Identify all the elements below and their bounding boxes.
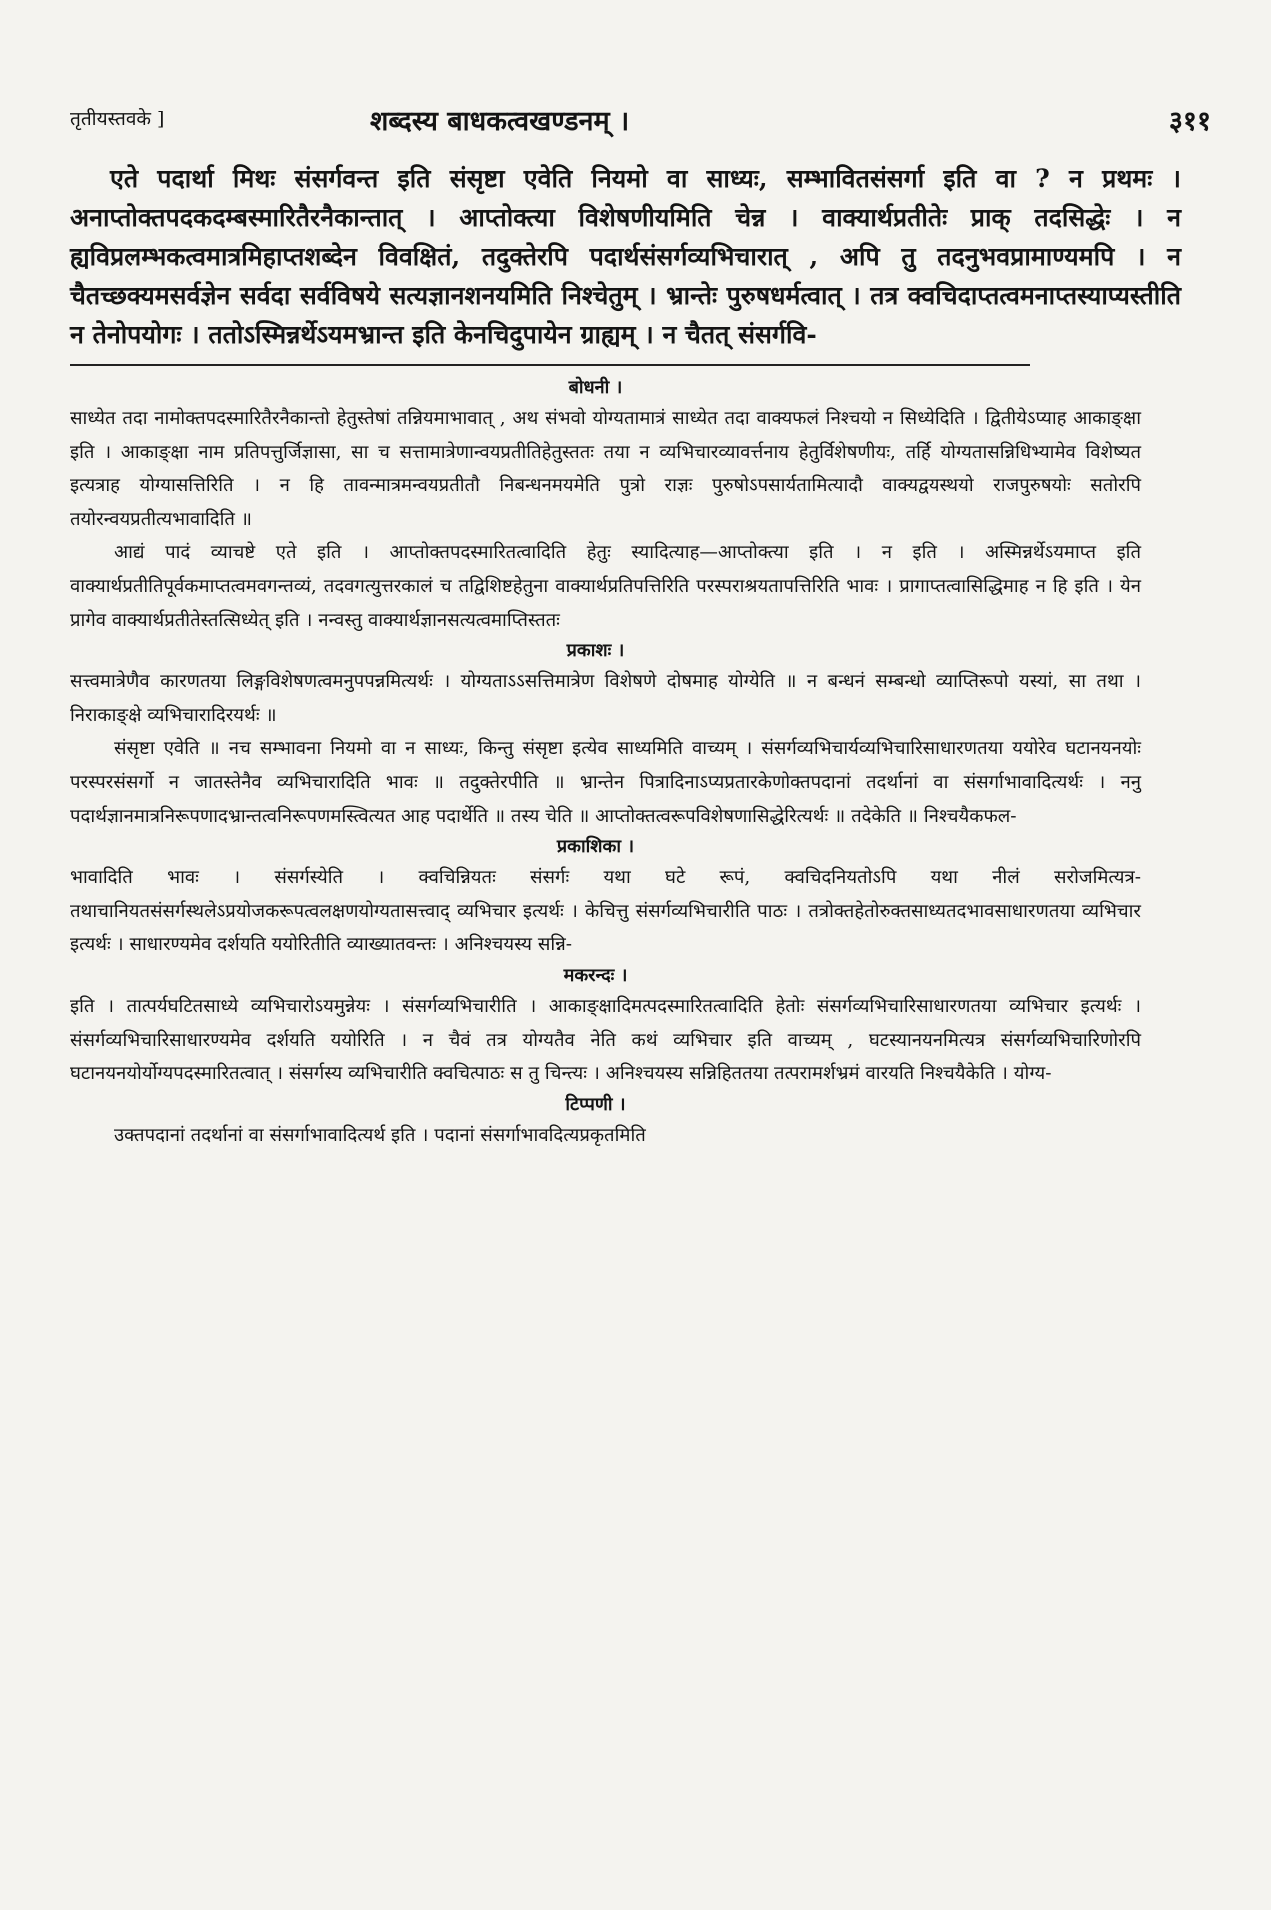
commentary-paragraph: उक्तपदानां तदर्थानां वा संसर्गाभावादित्यर्थ इति । पदानां संसर्गाभावदित्यप्रकृतमिति — [114, 1124, 646, 1146]
chapter-label: तृतीयस्तवके ] — [70, 108, 165, 130]
main-text: एते पदार्था मिथः संसर्गवन्त इति संसृष्टा एवेति नियमो वा साध्यः, सम्भावितसंसर्गा इति वा ? न प्रथमः । अनाप्तोक्तपदकदम्बस्मारितैरनैकान्तात् । आप्तोक्त्या विशेषणीयमिति चेन्न । वाक्यार्थप्रतीतेः प्राक् तदसिद्धेः । न ह्यविप्रलम्भकत्वमात्रमिहाप्तशब्देन विवक्षितं, तदुक्तेरपि पदार्थसंसर्गव्यभिचारात् , अपि तु तदनुभवप्रामाण्यमपि । न चैतच्छक्यमसर्वज्ञेन सर्वदा सर्वविषये सत्यज्ञानशनयमिति निश्चेतुम् । भ्रान्तेः पुरुषधर्मत्वात् । तत्र क्वचिदाप्तत्वमनाप्तस्याप्यस्तीति न तेनोपयोगः । ततोऽस्मिन्नर्थेऽयमभ्रान्त इति केनचिदुपायेन ग्राह्यम् । न चैतत् संसर्गवि- — [70, 164, 1181, 349]
commentary-tippani — [70, 1091, 1211, 1153]
commentary-paragraph: इति । तात्पर्यघटितसाध्ये व्यभिचारोऽयमुन्नेयः । संसर्गव्यभिचारीति । आकाङ्क्षादिमत्पदस्मारितत्वादिति हेतोः संसर्गव्यभिचारिसाधारणतया व्यभिचार इत्यर्थः । संसर्गव्यभिचारिसाधारण्यमेव दर्शयति ययोरिति । न चैवं तत्र योग्यतैव नेति कथं व्यभिचार इति वाच्यम् , घटस्यानयनमित्यत्र संसर्गव्यभिचारिणोरपि घटानयनयोर्योग्यपदस्मारितत्वात् । संसर्गस्य व्यभिचारीति क्वचित्पाठः स तु चिन्त्यः । अनिश्चयस्य सन्निहिततया तत्परामर्शभ्रमं वारयति निश्चयैकेति । योग्य- — [70, 995, 1141, 1085]
section-title: टिप्पणी । — [565, 1093, 626, 1115]
commentary-paragraph: संसृष्टा एवेति ॥ नच सम्भावना नियमो वा न साध्यः, किन्तु संसृष्टा इत्येव साध्यमिति वाच्यम् । संसर्गव्यभिचार्यव्यभिचारिसाधारणतया ययोरेव घटानयनयोः परस्परसंसर्गो न जातस्तेनैव व्यभिचारादिति भावः ॥ तदुक्तेरपीति ॥ भ्रान्तेन पित्रादिनाऽप्यप्रतारकेणोक्तपदानां तदर्थानां वा संसर्गाभावादित्यर्थः । ननु पदार्थज्ञानमात्रनिरूपणादभ्रान्तत्वनिरूपणमस्त्वित्यत आह पदार्थेति ॥ तस्य चेति ॥ आप्तोक्तत्वरूपविशेषणासिद्धेरित्यर्थः ॥ तदेकेति ॥ निश्चयैकफल- — [70, 738, 1141, 827]
section-title: बोधनी । — [568, 377, 623, 398]
commentary-prakasha — [70, 637, 1211, 833]
divider-rule — [70, 364, 1030, 366]
commentary-paragraph: भावादिति भावः । संसर्गस्येति । क्वचिन्नियतः संसर्गः यथा घटे रूपं, क्वचिदनियतोऽपि यथा नीलं सरोजमित्यत्र- तथाचानियतसंसर्गस्थलेऽप्रयोजकरूपत्वलक्षणयोग्यतासत्त्वाद् व्यभिचार इत्यर्थः । केचित्तु संसर्गव्यभिचारीति पाठः । तत्रोक्तहेतोरुक्तसाध्यतदभावसाधारणतया व्यभिचार इत्यर्थः । साधारण्यमेव दर्शयति ययोरितीति व्याख्यातवन्तः । अनिश्चयस्य सन्नि- — [70, 867, 1141, 956]
running-header — [70, 95, 1211, 137]
section-title: प्रकाशः । — [566, 640, 625, 662]
page-number: ३११ — [1168, 106, 1211, 137]
commentary-bodhani — [70, 374, 1211, 637]
commentary-paragraph: सत्त्वमात्रेणैव कारणतया लिङ्गविशेषणत्वमनुपपन्नमित्यर्थः । योग्यताऽऽसत्तिमात्रेण विशेषणे दोषमाह योग्येति ॥ न बन्धनं सम्बन्धो व्याप्तिरूपो यस्यां, सा तथा । निराकाङ्क्षे व्यभिचारादिरयर्थः ॥ — [70, 671, 1141, 726]
commentary-paragraph: साध्येत तदा नामोक्तपदस्मारितैरनैकान्तो हेतुस्तेषां तन्नियमाभावात् , अथ संभवो योग्यतामात्रं साध्येत तदा वाक्यफलं निश्चयो न सिध्येदिति । द्वितीयेऽप्याह आकाङ्क्षा इति । आकाङ्क्षा नाम प्रतिपत्तुर्जिज्ञासा, सा च सत्तामात्रेणान्वयप्रतीतिहेतुस्ततः तया न व्यभिचारव्यावर्त्तनाय हेतुर्विशेषणीयः, तर्हि योग्यतासन्निधिभ्यामेव विशेष्यत इत्यत्राह योग्यासत्तिरिति । न हि तावन्मात्रमन्वयप्रतीतौ निबन्धनमयमेति पुत्रो राज्ञः पुरुषोऽपसार्यतामित्यादौ वाक्यद्वयस्थयो राजपुरुषयोः सतोरपि तयोरन्वयप्रतीत्यभावादिति ॥ — [70, 408, 1141, 530]
section-title: प्रकाशिका । — [556, 836, 635, 858]
section-title: मकरन्दः । — [563, 964, 628, 986]
commentary-prakashika — [70, 833, 1211, 962]
page-title: शब्दस्य बाधकत्वखण्डनम् । — [370, 106, 630, 137]
commentary-paragraph: आद्यं पादं व्याचष्टे एते इति । आप्तोक्तपदस्मारितत्वादिति हेतुः स्यादित्याह—आप्तोक्त्या इति । न इति । अस्मिन्नर्थेऽयमाप्त इति वाक्यार्थप्रतीतिपूर्वकमाप्तत्वमवगन्तव्यं, तदवगत्युत्तरकालं च तद्विशिष्टहेतुना वाक्यार्थप्रतिपत्तिरिति परस्पराश्रयतापत्तिरिति भावः । प्रागाप्तत्वासिद्धिमाह न हि इति । येन प्रागेव वाक्यार्थप्रतीतेस्तत्सिध्येत् इति । नन्वस्तु वाक्यार्थज्ञानसत्यत्वमाप्तिस्ततः — [70, 542, 1141, 631]
commentary-makaranda — [70, 962, 1211, 1091]
